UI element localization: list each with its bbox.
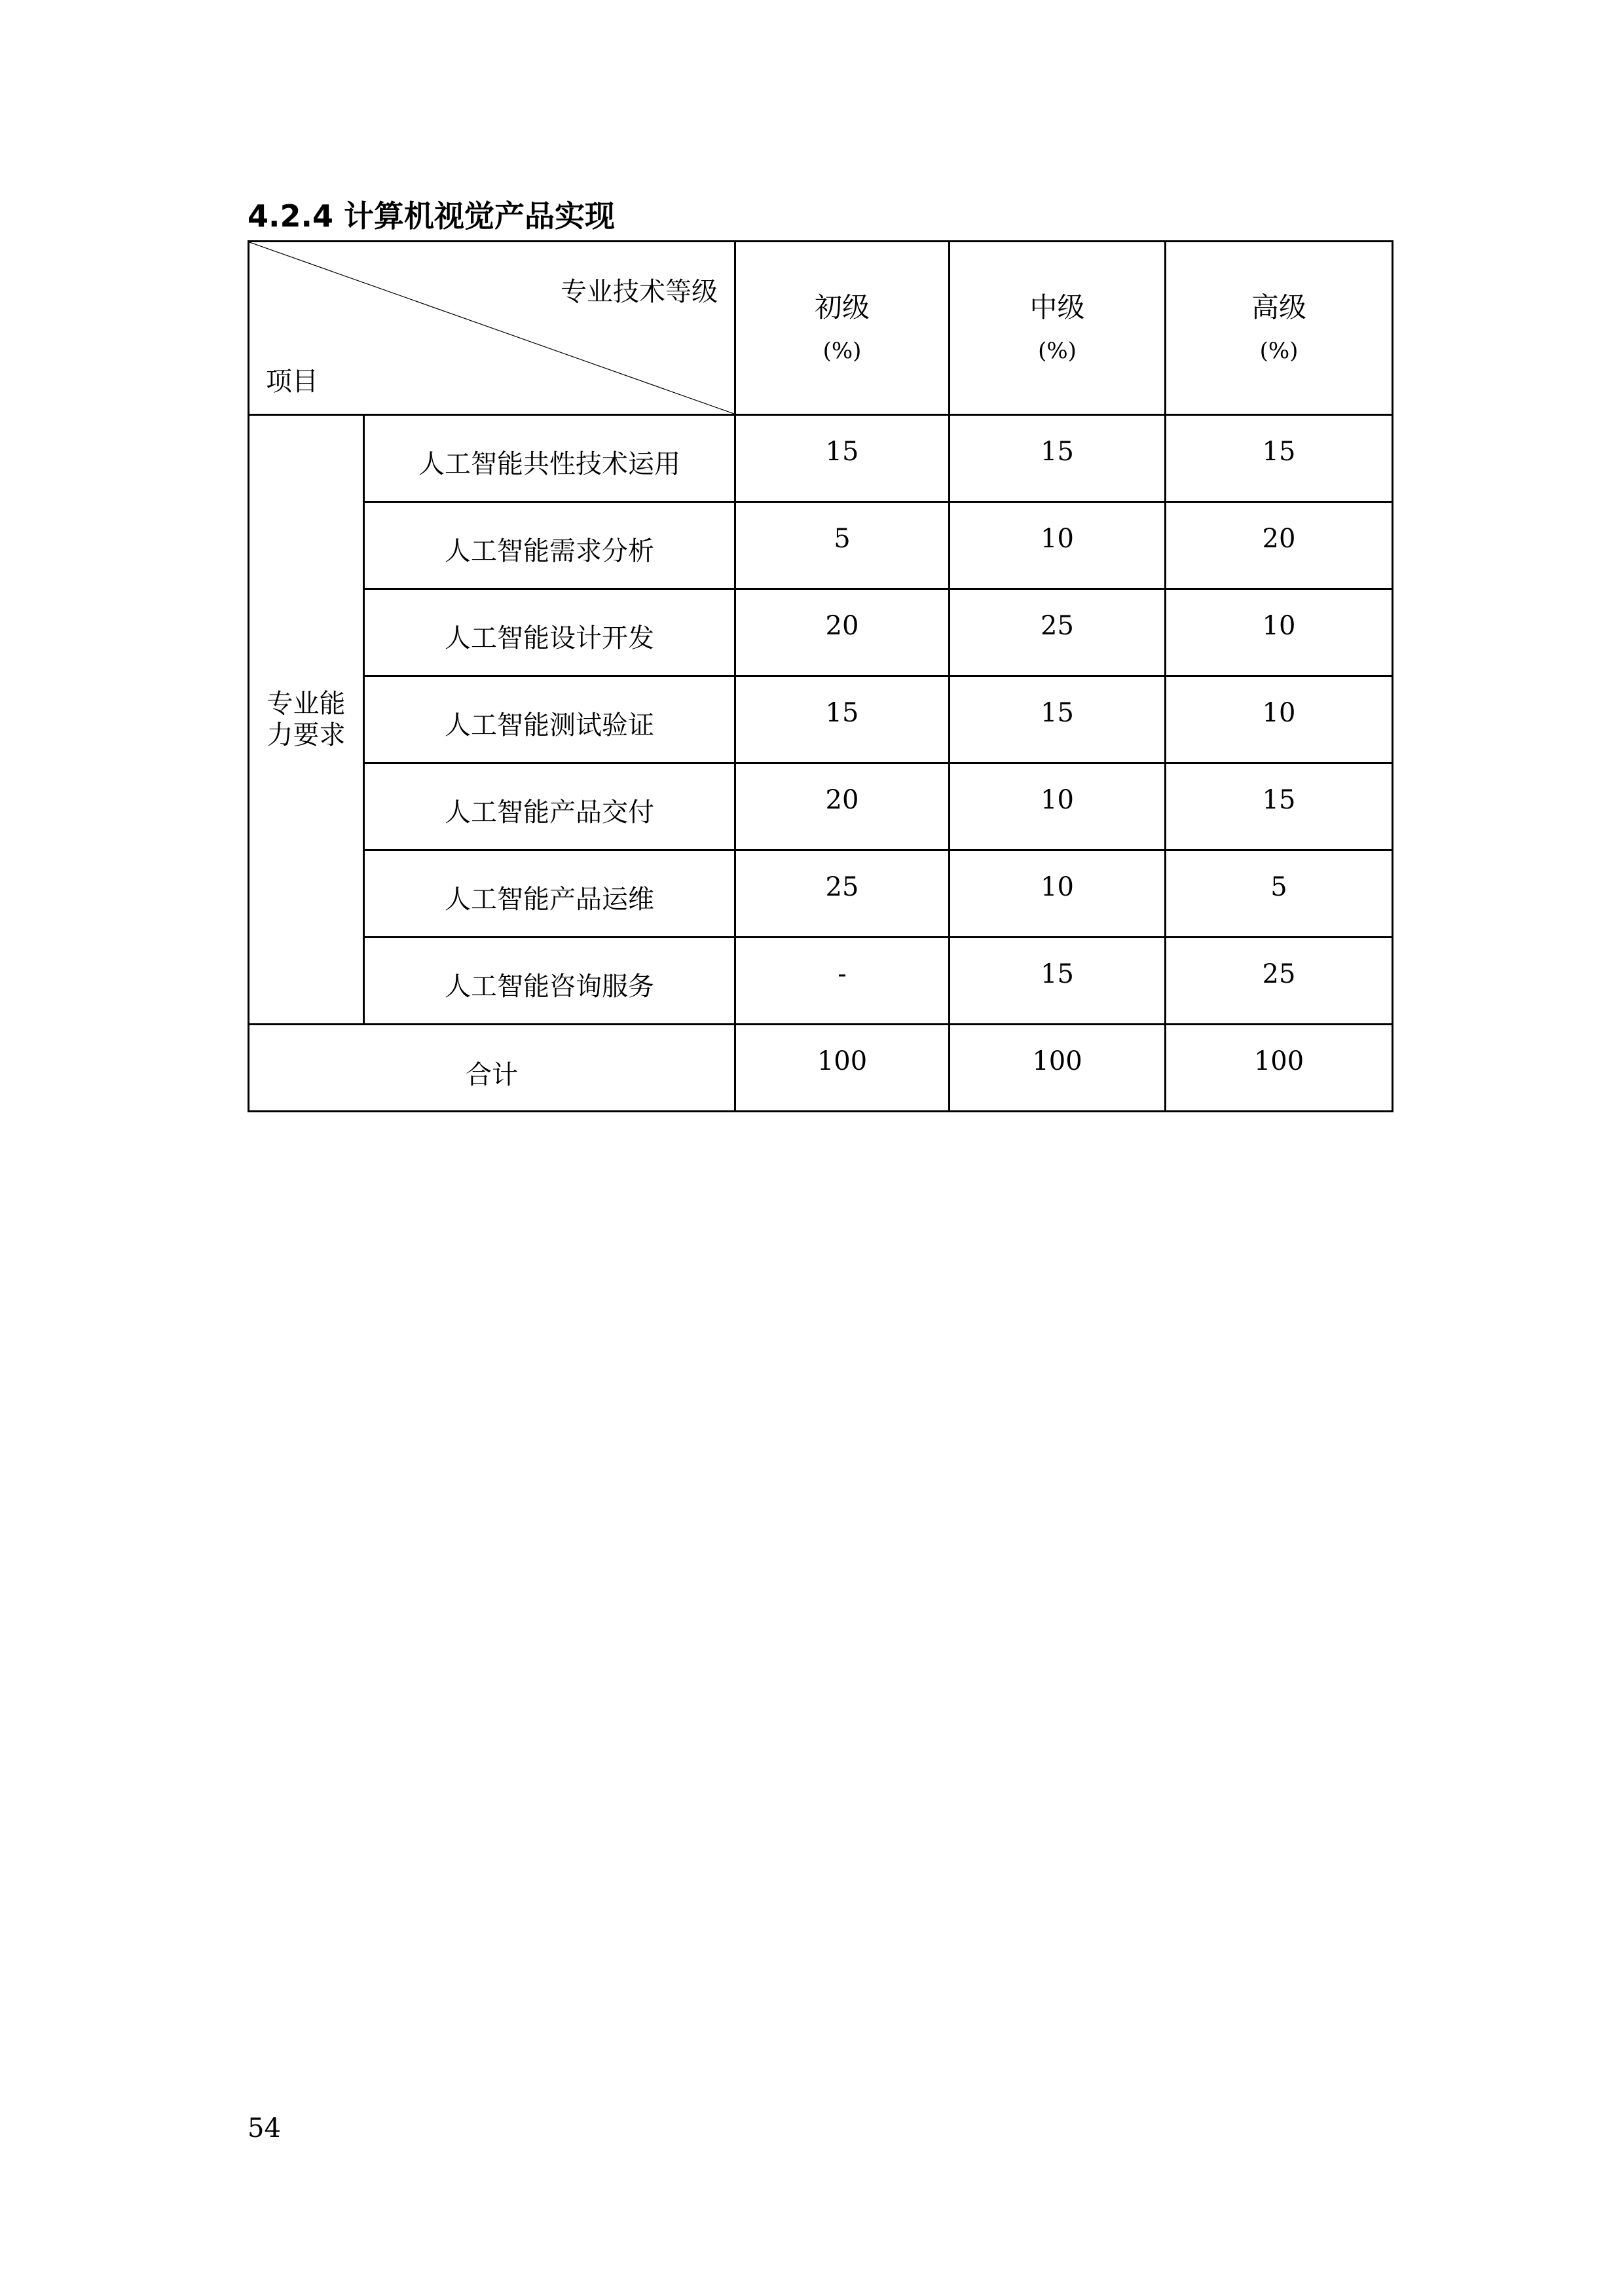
value-cell: 20 xyxy=(735,763,950,850)
table-row xyxy=(249,938,1393,1025)
section-heading: 4.2.4 计算机视觉产品实现 xyxy=(248,198,615,234)
total-value-cell: 100 xyxy=(950,1025,1166,1112)
grade-unit: (%) xyxy=(822,337,862,364)
value-cell: 5 xyxy=(1166,850,1393,938)
value-cell: 15 xyxy=(1166,415,1393,502)
table-row xyxy=(249,589,1393,676)
item-name-cell: 人工智能设计开发 xyxy=(364,589,735,676)
value-cell: 15 xyxy=(735,676,950,763)
value-cell: 15 xyxy=(1166,763,1393,850)
value-cell: 25 xyxy=(950,589,1166,676)
value-cell: 10 xyxy=(950,763,1166,850)
grade-unit: (%) xyxy=(1038,337,1077,364)
total-value-cell: 100 xyxy=(1166,1025,1393,1112)
value-cell: 10 xyxy=(950,502,1166,589)
item-name-cell: 人工智能需求分析 xyxy=(364,502,735,589)
grade-name: 高级 xyxy=(1251,291,1306,324)
corner-header-cell xyxy=(249,242,735,415)
grade-header-intermediate xyxy=(950,242,1166,415)
table-row xyxy=(249,415,1393,502)
item-name-cell: 人工智能咨询服务 xyxy=(364,938,735,1025)
table-row xyxy=(249,502,1393,589)
value-cell: 25 xyxy=(735,850,950,938)
grade-axis-label: 专业技术等级 xyxy=(561,277,718,307)
value-cell: 15 xyxy=(950,415,1166,502)
total-row xyxy=(249,1025,1393,1112)
value-cell: 10 xyxy=(1166,589,1393,676)
item-name-cell: 人工智能产品运维 xyxy=(364,850,735,938)
item-axis-label: 项目 xyxy=(266,367,318,397)
item-name-cell: 人工智能产品交付 xyxy=(364,763,735,850)
grade-header-junior xyxy=(735,242,950,415)
grade-name: 中级 xyxy=(1029,291,1085,324)
table-row xyxy=(249,676,1393,763)
value-cell: 20 xyxy=(735,589,950,676)
total-label-cell: 合计 xyxy=(249,1025,735,1112)
value-cell: - xyxy=(735,938,950,1025)
grade-name: 初级 xyxy=(814,291,870,324)
skill-weight-table xyxy=(248,240,1393,1112)
value-cell: 15 xyxy=(735,415,950,502)
value-cell: 15 xyxy=(950,938,1166,1025)
value-cell: 20 xyxy=(1166,502,1393,589)
group-label-cell: 专业能力要求 xyxy=(249,415,364,1025)
total-value-cell: 100 xyxy=(735,1025,950,1112)
item-name-cell: 人工智能测试验证 xyxy=(364,676,735,763)
value-cell: 10 xyxy=(1166,676,1393,763)
table-row xyxy=(249,850,1393,938)
diagonal-divider xyxy=(249,242,734,414)
grade-unit: (%) xyxy=(1259,337,1299,364)
page-number: 54 xyxy=(248,2113,281,2143)
value-cell: 5 xyxy=(735,502,950,589)
value-cell: 15 xyxy=(950,676,1166,763)
value-cell: 25 xyxy=(1166,938,1393,1025)
table-header-row xyxy=(249,242,1393,415)
grade-header-senior xyxy=(1166,242,1393,415)
value-cell: 10 xyxy=(950,850,1166,938)
item-name-cell: 人工智能共性技术运用 xyxy=(364,415,735,502)
table-row xyxy=(249,763,1393,850)
